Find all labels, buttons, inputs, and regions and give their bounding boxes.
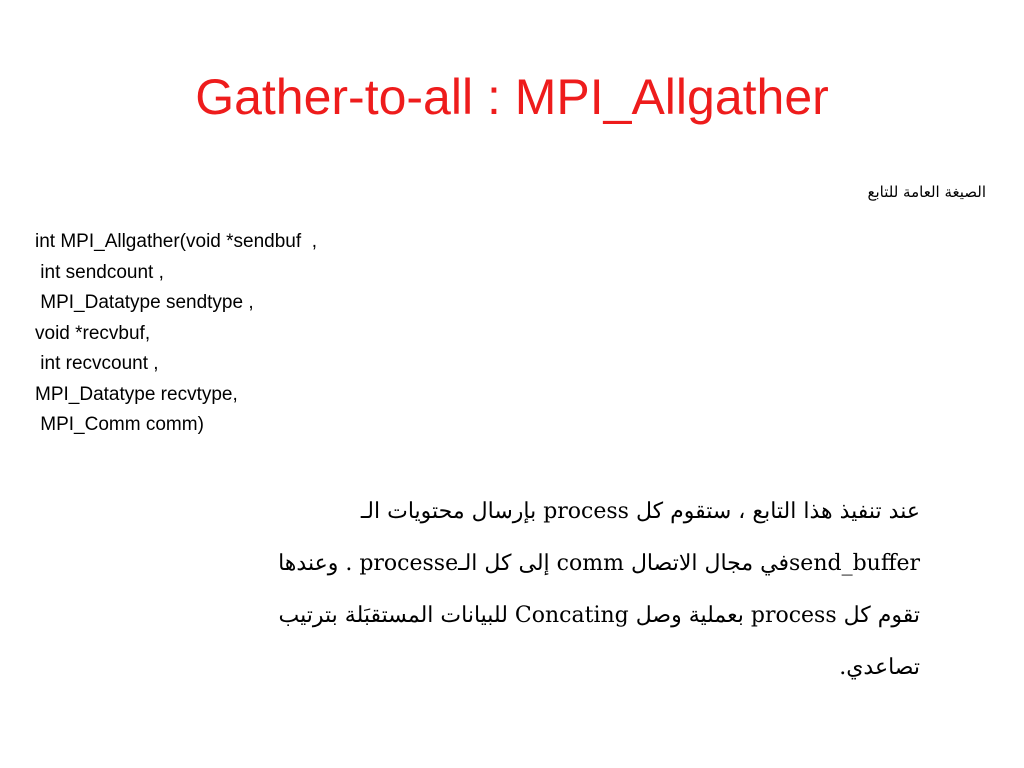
paragraph-line: عند تنفيذ هذا التابع ، ستقوم كل process بإرسال محتويات الـ <box>360 499 920 524</box>
slide-title: Gather-to-all : MPI_Allgather <box>195 69 829 125</box>
signature-line: MPI_Comm comm) <box>35 414 204 435</box>
signature-line: void *recvbuf, <box>35 322 151 344</box>
signature-line: int recvcount , <box>35 353 159 374</box>
description-paragraph <box>140 486 920 694</box>
paragraph-line: تقوم كل process بعملية وصل Concating للبيانات المستقبَلة بترتيب <box>278 603 920 628</box>
paragraph-line: تصاعدي. <box>839 655 920 680</box>
general-form-label: الصيغة العامة للتابع <box>867 183 986 201</box>
function-signature <box>35 227 595 441</box>
signature-line: int sendcount , <box>35 261 164 283</box>
signature-line: MPI_Datatype sendtype , <box>35 292 254 313</box>
paragraph-line: send_bufferفي مجال الاتصال comm إلى كل الـprocesse . وعندها <box>278 551 920 576</box>
signature-line: int MPI_Allgather(void *sendbuf , <box>35 231 317 252</box>
signature-line: MPI_Datatype recvtype, <box>35 383 238 405</box>
